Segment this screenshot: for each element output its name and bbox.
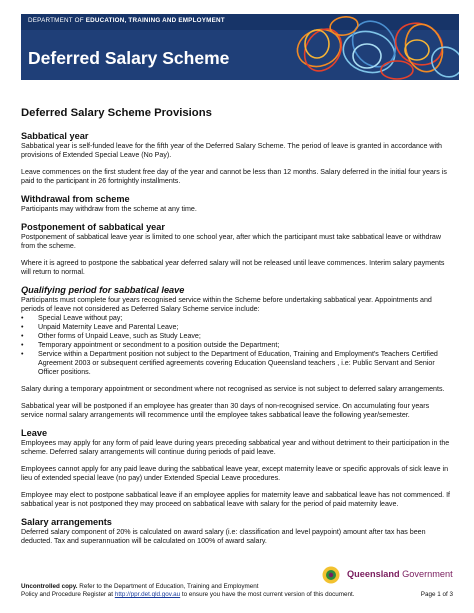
ppr-link[interactable]: http://ppr.det.qld.gov.au — [114, 591, 181, 598]
paragraph: Where it is agreed to postpone the sabbatical year deferred salary will not be released until leave commences. Interim salary payments will return to normal. — [21, 259, 445, 276]
department-name — [28, 17, 225, 24]
coat-of-arms-icon — [320, 565, 342, 585]
page-number: Page 1 of 3 — [420, 591, 453, 598]
footer-text: Refer to the Department of Education, Training and Employment — [77, 583, 259, 590]
paragraph: Postponement of sabbatical leave year is limited to one school year, after which the participant must take sabbatical leave or withdraw from the scheme. — [21, 233, 441, 250]
paragraph: Sabbatical year will be postponed if an employee has greater than 30 days of non-recognised service. On accumulating four years service normal salary arrangements will recommence until the employee takes sabbatical leave the following year/semester. — [21, 402, 430, 419]
section-title-salary: Salary arrangements — [21, 517, 112, 527]
section-title-sabbatical: Sabbatical year — [21, 131, 89, 141]
uncontrolled-copy-label: Uncontrolled copy. — [21, 583, 78, 590]
list-item-text: Special Leave without pay; — [38, 314, 123, 322]
section-title-qualifying: Qualifying period for sabbatical leave — [21, 285, 185, 295]
paragraph: Participants must complete four years recognised service within the Scheme before undertaking sabbatical year. Appointments and periods of leave not considered as Deferred Salary Scheme service include: — [21, 296, 432, 313]
list-item — [21, 332, 453, 341]
footer-note — [21, 583, 453, 599]
logo-wordmark — [347, 569, 453, 579]
section-title-withdrawal: Withdrawal from scheme — [21, 194, 130, 204]
bullet-icon: • — [21, 341, 24, 349]
decorative-swirls-graphic — [279, 14, 459, 80]
queensland-government-logo — [320, 565, 460, 585]
paragraph: Employee may elect to postpone sabbatical leave if an employee applies for maternity leave and sabbatical leave has not commenced. If sabbatical year is not postponed they may proceed on sabbatical leave with salary for the period of paid maternity leave. — [21, 491, 451, 508]
header-banner — [21, 14, 459, 80]
paragraph: Salary during a temporary appointment or secondment where not recognised as service is not subject to deferred salary arrangements. — [21, 385, 445, 393]
bullet-icon: • — [21, 332, 24, 340]
page-title: Deferred Salary Scheme — [28, 48, 230, 68]
list-item-text: Unpaid Maternity Leave and Parental Leave; — [38, 323, 179, 331]
paragraph: Employees may apply for any form of paid leave during years preceding sabbatical year and without detriment to their participation in the scheme. Deferred salary arrangements will continue during periods of paid leave. — [21, 439, 450, 456]
paragraph: Participants may withdraw from the scheme at any time. — [21, 205, 197, 213]
department-name-bold: EDUCATION, TRAINING AND EMPLOYMENT — [85, 17, 225, 24]
logo-wordmark-bold: Queensland — [347, 569, 400, 579]
document-body — [21, 107, 453, 554]
paragraph: Employees cannot apply for any paid leave during the sabbatical leave year, except maternity leave or specific approvals of sick leave in lieu of extended special leave (no pay) under Extended Special Leave procedures. — [21, 465, 449, 482]
logo-wordmark-rest: Government — [399, 569, 453, 579]
footer-line-2 — [21, 591, 453, 599]
list-item — [21, 323, 453, 332]
document-heading: Deferred Salary Scheme Provisions — [21, 107, 212, 119]
section-title-leave: Leave — [21, 428, 48, 438]
list-item-text: Other forms of Unpaid Leave, such as Study Leave; — [38, 332, 201, 340]
non-service-list — [21, 314, 453, 377]
list-item — [21, 314, 453, 323]
department-prefix: DEPARTMENT OF — [28, 17, 86, 24]
footer-text: Policy and Procedure Register at — [21, 591, 115, 598]
list-item — [21, 341, 453, 350]
list-item — [21, 350, 453, 377]
paragraph: Deferred salary component of 20% is calculated on award salary (i.e: classification and level paypoint) amount after tax has been deducted. Tax and superannuation will be calculated on 100% of award salary. — [21, 528, 426, 545]
bullet-icon: • — [21, 323, 24, 331]
list-item-text: Service within a Department position not subject to the Department of Education, Training and Employment's Teachers Certified Agreement 2003 or subsequent certified agreements covering Education Queensland teachers , i.e: Public Servant and Senior Officer positions. — [38, 350, 438, 376]
paragraph: Sabbatical year is self-funded leave for the fifth year of the Deferred Salary Scheme. The period of leave is granted in accordance with provisions of Extended Special Leave (No Pay). — [21, 142, 442, 159]
paragraph: Leave commences on the first student free day of the year and cannot be less than 12 months. Salary deferred in the initial four years is paid to the participant in 26 fortnightly installments. — [21, 168, 447, 185]
bullet-icon: • — [21, 350, 24, 358]
section-title-postponement: Postponement of sabbatical year — [21, 222, 165, 232]
footer-line-1 — [21, 583, 453, 591]
list-item-text: Temporary appointment or secondment to a position outside the Department; — [38, 341, 280, 349]
bullet-icon: • — [21, 314, 24, 322]
footer-text: to ensure you have the most current version of this document. — [180, 591, 355, 598]
